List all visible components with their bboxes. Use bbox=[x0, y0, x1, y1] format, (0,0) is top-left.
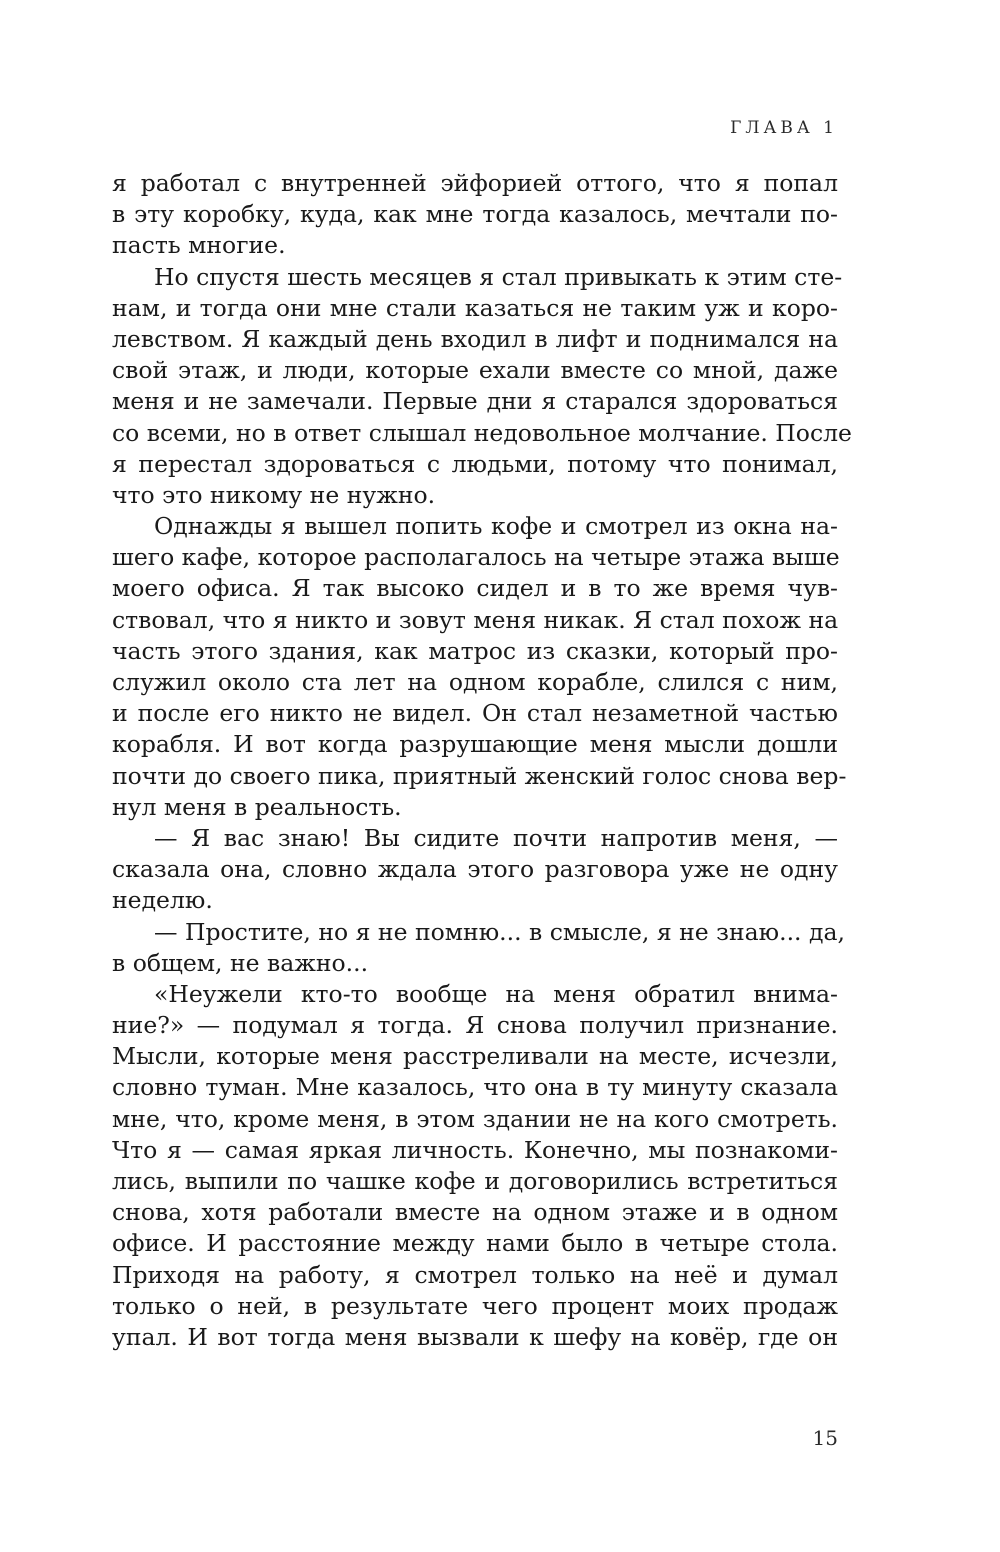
text-line: я перестал здороваться с людьми, потому что понимал, bbox=[112, 449, 838, 478]
text-line: «Неужели кто-то вообще на меня обратил внима- bbox=[154, 979, 838, 1008]
text-line: неделю. bbox=[112, 886, 213, 915]
text-line: меня и не замечали. Первые дни я старался здороваться bbox=[112, 387, 838, 416]
text-line: ствовал, что я никто и зовут меня никак. Я стал похож на bbox=[112, 605, 839, 634]
text-line: Однажды я вышел попить кофе и смотрел из окна на- bbox=[154, 512, 838, 541]
text-line: ние?» — подумал я тогда. Я снова получил признание. bbox=[112, 1011, 838, 1040]
text-line: нул меня в реальность. bbox=[112, 792, 402, 821]
text-line: сказала она, словно ждала этого разговора уже не одну bbox=[112, 855, 838, 884]
text-line: шего кафе, которое располагалось на четыре этажа выше bbox=[112, 543, 840, 572]
text-line: словно туман. Мне казалось, что она в ту минуту сказала bbox=[112, 1073, 838, 1102]
text-line: лись, выпили по чашке кофе и договорились встретиться bbox=[112, 1167, 838, 1195]
text-line: часть этого здания, как матрос из сказки, который про- bbox=[112, 636, 838, 665]
text-line: упал. И вот тогда меня вызвали к шефу на ковёр, где он bbox=[112, 1322, 838, 1351]
text-line: офисе. И расстояние между нами было в четыре стола. bbox=[112, 1229, 838, 1258]
text-line: служил около ста лет на одном корабле, слился с ним, bbox=[112, 668, 838, 696]
text-line: в эту коробку, куда, как мне тогда казалось, мечтали по- bbox=[112, 200, 838, 229]
text-line: — Я вас знаю! Вы сидите почти напротив меня, — bbox=[154, 823, 838, 852]
text-line: и после его никто не видел. Он стал незаметной частью bbox=[112, 699, 838, 728]
text-line: только о ней, в результате чего процент моих продаж bbox=[112, 1291, 838, 1320]
text-line: Но спустя шесть месяцев я стал привыкать к этим сте- bbox=[154, 262, 843, 291]
text-line: Что я — самая яркая личность. Конечно, мы познакоми- bbox=[112, 1135, 838, 1164]
text-line: со всеми, но в ответ слышал недовольное молчание. После bbox=[112, 418, 852, 447]
text-line: левством. Я каждый день входил в лифт и поднимался на bbox=[112, 324, 838, 353]
page-number: 15 bbox=[812, 1426, 838, 1450]
text-line: свой этаж, и люди, которые ехали вместе со мной, даже bbox=[112, 356, 838, 385]
text-line: снова, хотя работали вместе на одном этаже и в одном bbox=[112, 1198, 838, 1227]
text-line: Приходя на работу, я смотрел только на неё и думал bbox=[112, 1260, 838, 1289]
text-line: пасть многие. bbox=[112, 231, 286, 260]
running-head: ГЛАВА 1 bbox=[730, 118, 838, 138]
text-line: корабля. И вот когда разрушающие меня мысли дошли bbox=[112, 730, 838, 759]
text-line: мне, что, кроме меня, в этом здании не на кого смотреть. bbox=[112, 1104, 838, 1133]
text-line: в общем, не важно... bbox=[112, 948, 369, 977]
text-line: Мысли, которые меня расстреливали на месте, исчезли, bbox=[112, 1042, 838, 1071]
text-line: — Простите, но я не помню... в смысле, я не знаю... да, bbox=[154, 917, 845, 946]
text-line: что это никому не нужно. bbox=[112, 480, 436, 509]
text-line: моего офиса. Я так высоко сидел и в то же время чув- bbox=[112, 574, 838, 603]
text-line: почти до своего пика, приятный женский голос снова вер- bbox=[112, 761, 847, 790]
text-line: нам, и тогда они мне стали казаться не таким уж и коро- bbox=[112, 293, 838, 322]
body-text bbox=[112, 168, 852, 1353]
text-line: я работал с внутренней эйфорией оттого, что я попал bbox=[112, 169, 838, 197]
